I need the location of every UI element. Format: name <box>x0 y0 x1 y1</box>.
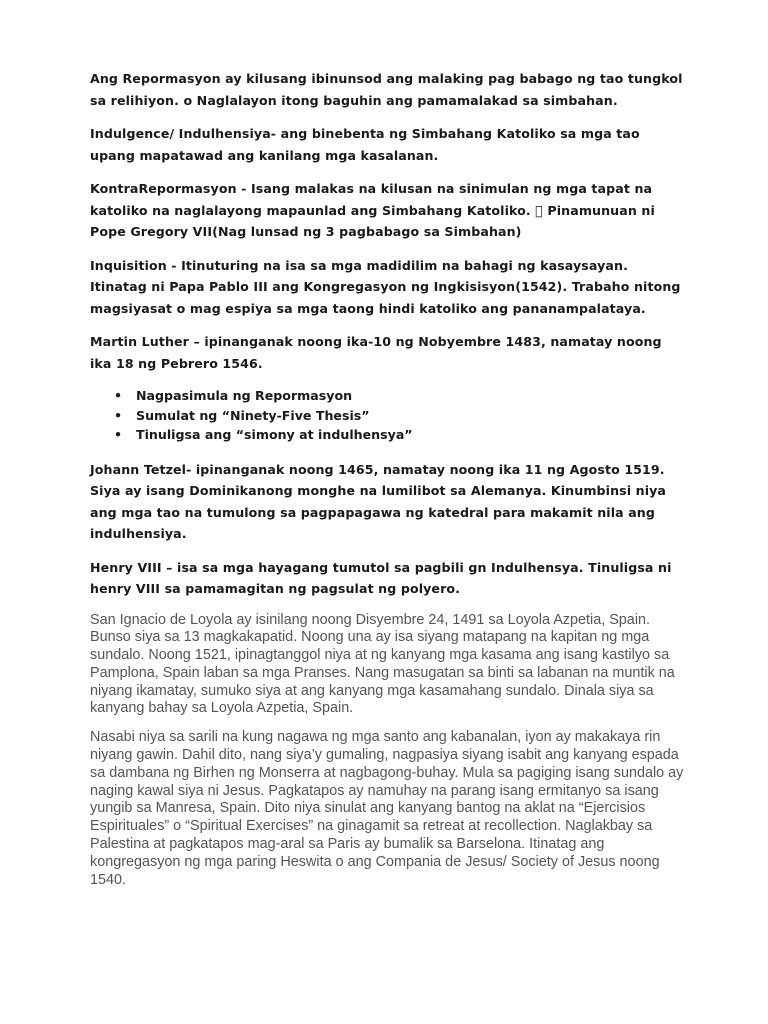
paragraph-johann-tetzel: Johann Tetzel- ipinanganak noong 1465, namatay noong ika 11 ng Agosto 1519. Siya ay isang Dominikanong monghe na lumilibot sa Alemanya. Kinumbinsi niya ang mga tao na tumulong sa pagpapagawa ng katedral para makamit nila ang indulhensiya. <box>90 461 667 541</box>
paragraph-san-ignacio: San Ignacio de Loyola ay isinilang noong Disyembre 24, 1491 sa Loyola Azpetia, Spain. Bunso siya sa 13 magkakapatid. Noong una ay isa siyang matapang na kapitan ng mga sundalo. Noong 1521, ipinagtanggol niya at ng kanyang mga kasama ang isang kastilyo sa Pamplona, Spain laban sa mga Pranses. Nang masugatan sa binti sa labanan na muntik na niyang ikamatay, sumuko siya at ang kanyang mga kasamahang sundalo. Dinala siya sa kanyang bahay sa Loyola Azpetia, Spain. <box>90 611 675 717</box>
paragraph-henry-viii: Henry VIII – isa sa mga hayagang tumutol sa pagbili gn Indulhensya. Tinuligsa ni henry VIII sa pamamagitan ng pagsulat ng polyero. <box>90 559 672 596</box>
paragraph-inquisition: Inquisition - Itinuturing na isa sa mga madidilim na bahagi ng kasaysayan. Itinatag ni Papa Pablo III ang Kongregasyon ng Ingkisisyon(1542). Trabaho nitong magsiyasat o mag espiya sa mga taong hindi katoliko ang pananampalataya. <box>90 257 681 316</box>
paragraph-repormasyon: Ang Repormasyon ay kilusang ibinunsod ang malaking pag babago ng tao tungkol sa relihiyon. o Naglalayon itong baguhin ang pamamalakad sa simbahan. <box>90 71 683 108</box>
list-item <box>114 425 686 445</box>
list-item-text: Nagpasimula ng Repormasyon <box>136 388 353 403</box>
paragraph-nasabi-niya: Nasabi niya sa sarili na kung nagawa ng mga santo ang kabanalan, iyon ay makakaya rin niyang gawin. Dahil dito, nang siya’y gumaling, nagpasiya siyang isabit ang kanyang espada sa dambana ng Birhen ng Monserra at nagbagong-buhay. Mula sa pagiging isang sundalo ay naging kawal siya ni Jesus. Pagkatapos ay namuhay na parang isang ermitanyo sa isang yungib sa Manresa, Spain. Dito niya sinulat ang kanyang bantog na aklat na “Ejercisios Espirituales” o “Spiritual Exercises” na ginagamit sa retreat at recollection. Naglakbay sa Palestina at pagkatapos mag-aral sa Paris ay bumalik sa Barselona. Itinatag ang kongregasyon ng mga paring Heswita o ang Compania de Jesus/ Society of Jesus noong 1540. <box>90 729 684 888</box>
paragraph-indulgence: Indulgence/ Indulhensiya- ang binebenta ng Simbahang Katoliko sa mga tao upang mapatawad ang kanilang mga kasalanan. <box>90 126 640 163</box>
list-item <box>114 406 686 426</box>
bullet-icon: • <box>114 427 123 442</box>
paragraph-martin-luther: Martin Luther – ipinanganak noong ika-10 ng Nobyembre 1483, namatay noong ika 18 ng Pebrero 1546. <box>90 334 662 371</box>
document-page <box>90 68 686 900</box>
list-item-text: Tinuligsa ang “simony at indulhensya” <box>136 427 413 442</box>
list-item-text: Sumulat ng “Ninety-Five Thesis” <box>136 407 370 423</box>
martin-luther-bullet-list <box>90 386 686 445</box>
bullet-icon: • <box>114 407 123 423</box>
bullet-icon: • <box>114 388 123 403</box>
paragraph-kontrarepormasyon: KontraRepormasyon - Isang malakas na kilusan na sinimulan ng mga tapat na katoliko na naglalayong mapaunlad ang Simbahang Katoliko. Pinamunuan ni Pope Gregory VII(Nag lunsad ng 3 pagbabago sa Simbahan) <box>90 181 684 239</box>
list-item <box>114 386 686 406</box>
